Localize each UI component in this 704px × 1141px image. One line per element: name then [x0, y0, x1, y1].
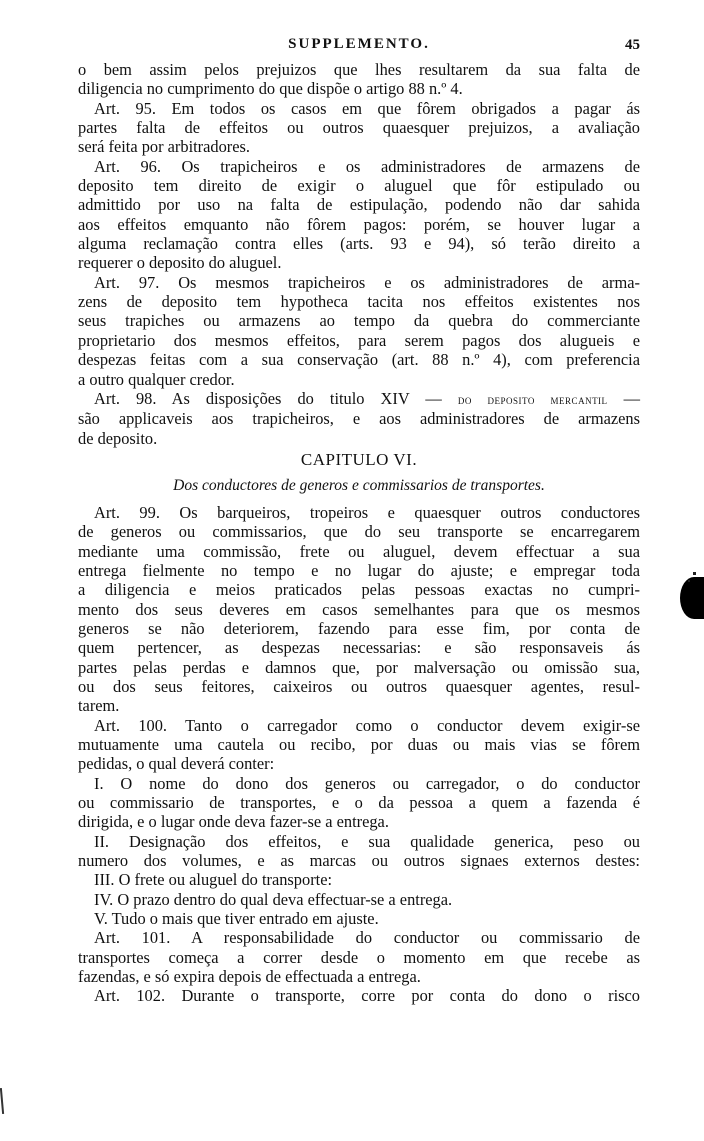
text-line: numero dos volumes, e as marcas ou outros signaes externos destes: — [78, 851, 640, 871]
text-line: transportes começa a correr desde o momento em que recebe as — [78, 947, 640, 967]
ink-speck — [688, 580, 690, 582]
text-line: ou commissario de transportes, e o da pessoa a quem a fazenda é — [78, 793, 640, 813]
margin-pencil-mark — [0, 1088, 4, 1114]
text-line: II. Designação dos effeitos, e sua qualidade generica, peso ou — [94, 831, 640, 851]
text-line: IV. O prazo dentro do qual deva effectuar-se a entrega. — [94, 889, 453, 909]
book-page — [78, 34, 640, 1006]
paragraph-continuation — [78, 60, 640, 99]
text-line: partes pelas perdas e damnos que, por malversação ou omissão sua, — [78, 657, 640, 677]
article-97 — [78, 273, 640, 389]
item-ii — [78, 832, 640, 871]
text-line: de deposito. — [78, 428, 158, 448]
text-line: admittido por uso na falta de estipulação, podendo não dar sahida — [78, 195, 640, 215]
article-100 — [78, 716, 640, 774]
article-98 — [78, 389, 640, 448]
page-number: 45 — [625, 37, 640, 53]
item-iii — [78, 870, 640, 889]
text-line: a diligencia e meios praticados pelas pessoas exactas no cumpri- — [78, 580, 640, 600]
text-line: partes falta de effeitos ou outros quaesquer prejuizos, a avaliação — [78, 118, 640, 138]
text-line: Art. 101. A responsabilidade do conductor ou commissario de — [94, 928, 640, 948]
text-line: diligencia no cumprimento do que dispõe o artigo 88 n.º 4. — [78, 79, 463, 99]
ink-speck — [693, 572, 696, 575]
text-line — [78, 389, 640, 409]
text-line: tarem. — [78, 696, 120, 716]
text-line: fazendas, e só expira depois de effectuada a entrega. — [78, 967, 421, 987]
article-96 — [78, 157, 640, 273]
art98-title-smallcaps: do deposito mercantil — [457, 391, 608, 407]
art98-text-end: — — [607, 388, 640, 408]
text-line: deposito tem direito de exigir o aluguel que fôr estipulado ou — [78, 176, 640, 196]
text-line: mento dos seus deveres em casos semelhantes para que os mesmos — [78, 599, 640, 619]
text-line: I. O nome do dono dos generos ou carregador, o do conductor — [94, 773, 640, 793]
article-95 — [78, 99, 640, 157]
item-iv — [78, 890, 640, 909]
article-102 — [78, 986, 640, 1005]
text-line: mediante uma commissão, frete ou aluguel, devem effectuar a sua — [78, 541, 640, 561]
item-v — [78, 909, 640, 928]
ink-blot-margin — [680, 577, 704, 619]
text-line: proprietario dos mesmos effeitos, para serem pagos dos alugueis e — [78, 330, 640, 350]
text-line: quem pertencer, as despezas necessarias: e são responsaveis ás — [78, 638, 640, 658]
text-line: mutuamente uma cautela ou recibo, por duas ou mais vias se fôrem — [78, 735, 640, 754]
chapter-heading: CAPITULO VI. — [300, 449, 418, 469]
text-line: entrega fielmente no tempo e no lugar do ajuste; e empregar toda — [78, 560, 640, 580]
text-line: generos se não deteriorem, fazendo para esse fim, por conta de — [78, 618, 640, 638]
text-line: são applicaveis aos trapicheiros, e aos administradores de armazens — [78, 409, 640, 429]
text-line: será feita por arbitradores. — [78, 137, 251, 157]
text-line: III. O frete ou aluguel do transporte: — [94, 870, 333, 890]
text-line: Art. 102. Durante o transporte, corre por conta do dono o risco — [94, 986, 640, 1006]
text-line: despezas feitas com a sua conservação (art. 88 n.º 4), com preferencia — [78, 350, 640, 370]
text-line: Art. 96. Os trapicheiros e os administradores de armazens de — [94, 156, 640, 176]
text-line: requerer o deposito do aluguel. — [78, 253, 282, 273]
running-title: SUPPLEMENTO. — [288, 36, 430, 52]
text-line: de generos ou commissarios, que do seu transporte se encarregarem — [78, 522, 640, 542]
text-line: Art. 100. Tanto o carregador como o conductor devem exigir-se — [94, 715, 640, 735]
text-line: zens de deposito tem hypotheca tacita nos effeitos existentes nos — [78, 292, 640, 312]
text-line: Art. 99. Os barqueiros, tropeiros e quaesquer outros conductores — [94, 502, 640, 522]
text-line: a outro qualquer credor. — [78, 369, 235, 389]
text-line: pedidas, o qual deverá conter: — [78, 754, 275, 774]
text-line: o bem assim pelos prejuizos que lhes resultarem da sua falta de — [78, 60, 640, 79]
running-head — [78, 34, 640, 60]
text-line: dirigida, e o lugar onde deva fazer-se a entrega. — [78, 812, 389, 832]
text-line: Art. 97. Os mesmos trapicheiros e os administradores de arma- — [94, 272, 640, 292]
art98-text-start: Art. 98. As disposições do titulo XIV — — [94, 388, 458, 408]
article-99 — [78, 503, 640, 716]
item-i — [78, 774, 640, 832]
text-line: aos effeitos emquanto não fôrem pagos: porém, se houver lugar a — [78, 214, 640, 234]
text-line: ou dos seus feitores, caixeiros ou outros quaesquer agentes, resul- — [78, 676, 640, 696]
chapter-subtitle: Dos conductores de generos e commissarios de transportes. — [173, 476, 545, 494]
text-line: V. Tudo o mais que tiver entrado em ajuste. — [94, 909, 379, 929]
text-line: seus trapiches ou armazens ao tempo da quebra do commerciante — [78, 311, 640, 331]
text-line: alguma reclamação contra elles (arts. 93 e 94), só terão direito a — [78, 234, 640, 254]
article-101 — [78, 928, 640, 986]
text-line: Art. 95. Em todos os casos em que fôrem obrigados a pagar ás — [94, 98, 640, 118]
body-text — [78, 60, 640, 1006]
